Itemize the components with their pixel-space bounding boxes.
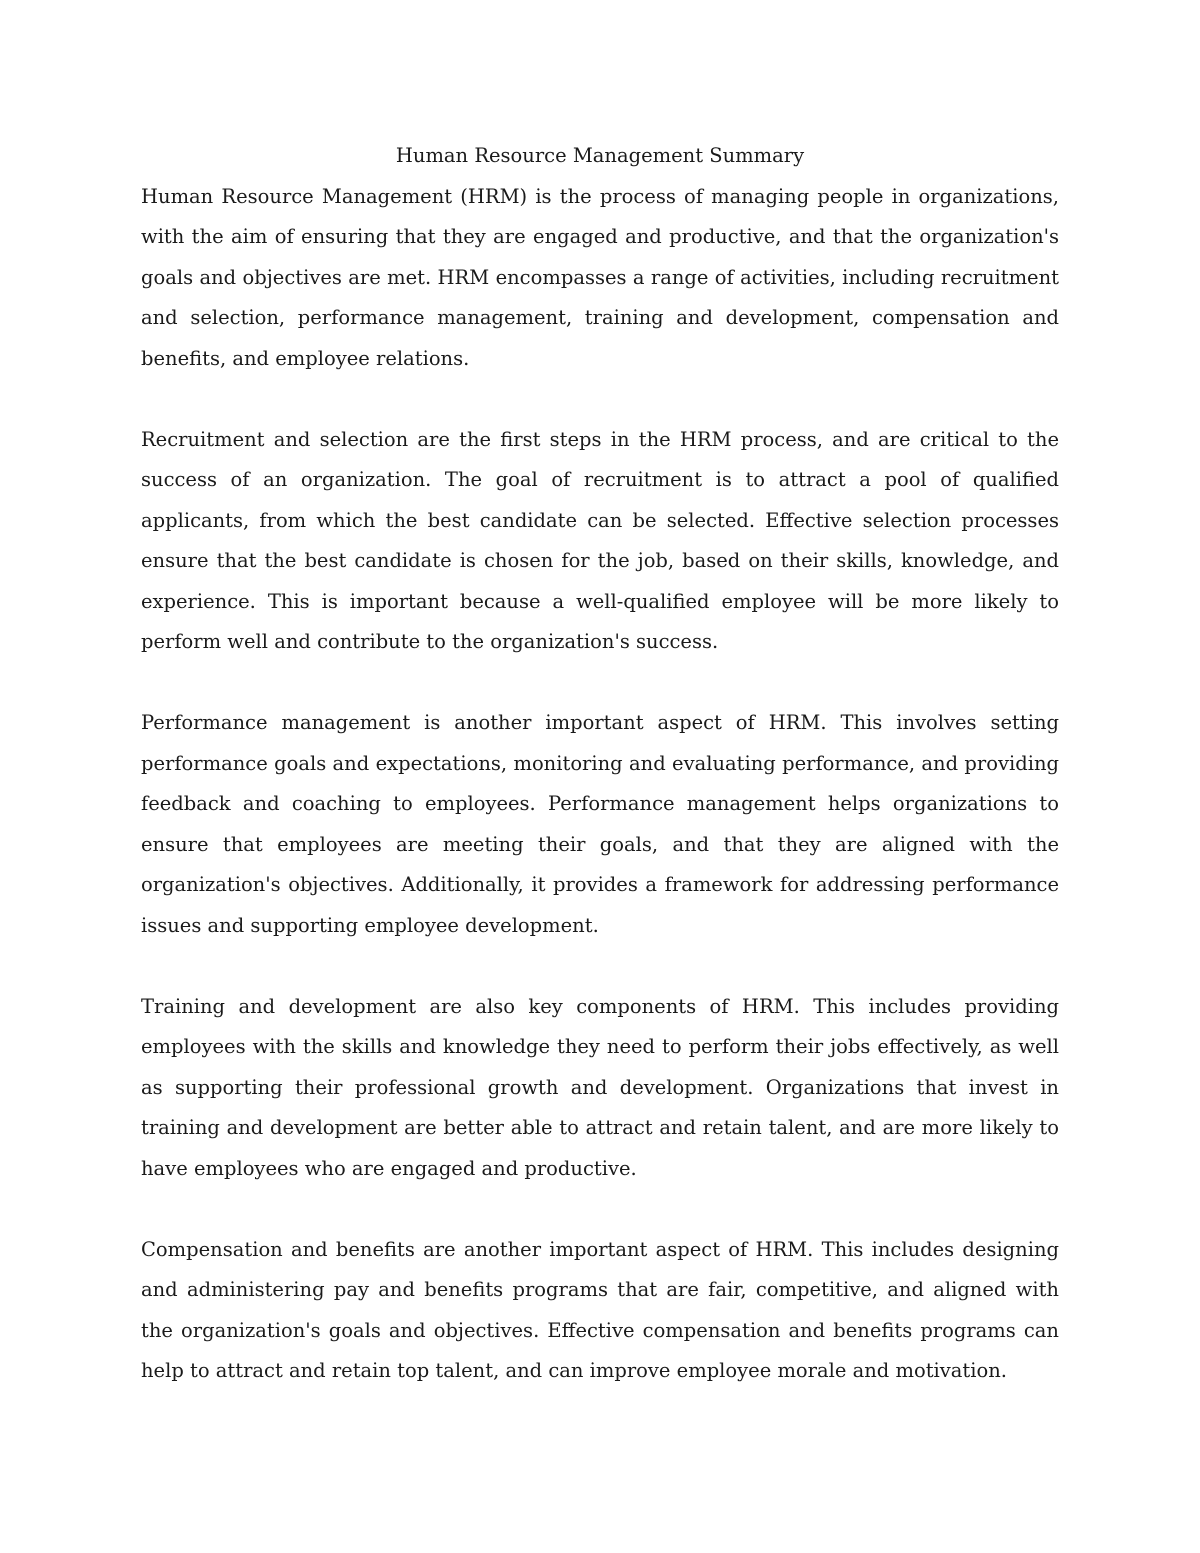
paragraph-training-development: Training and development are also key components of HRM. This includes providing employees with the skills and knowledge they need to perform their jobs effectively, as well as supporting their professional growth and development. Organizations that invest in training and development are better able to attract and retain talent, and are more likely to have employees who are engaged and productive. [141, 994, 1059, 1180]
paragraph-compensation-benefits: Compensation and benefits are another important aspect of HRM. This includes designing and administering pay and benefits programs that are fair, competitive, and aligned with the organization's goals and objectives. Effective compensation and benefits programs can help to attract and retain top talent, and can improve employee morale and motivation. [141, 1237, 1059, 1382]
paragraph-hrm-overview: Human Resource Management (HRM) is the process of managing people in organizations, with the aim of ensuring that they are engaged and productive, and that the organization's goals and objectives are met. HRM encompasses a range of activities, including recruitment and selection, performance management, training and development, compensation and benefits, and employee relations. [141, 184, 1059, 370]
document-body [141, 136, 1059, 1432]
paragraph-recruitment-selection: Recruitment and selection are the first steps in the HRM process, and are critical to the success of an organization. The goal of recruitment is to attract a pool of qualified applicants, from which the best candidate can be selected. Effective selection processes ensure that the best candidate is chosen for the job, based on their skills, knowledge, and experience. This is important because a well-qualified employee will be more likely to perform well and contribute to the organization's success. [141, 427, 1059, 653]
document-title: Human Resource Management Summary [395, 144, 805, 167]
paragraph-performance-management: Performance management is another important aspect of HRM. This involves setting performance goals and expectations, monitoring and evaluating performance, and providing feedback and coaching to employees. Performance management helps organizations to ensure that employees are meeting their goals, and that they are aligned with the organization's objectives. Additionally, it provides a framework for addressing performance issues and supporting employee development. [141, 711, 1059, 937]
